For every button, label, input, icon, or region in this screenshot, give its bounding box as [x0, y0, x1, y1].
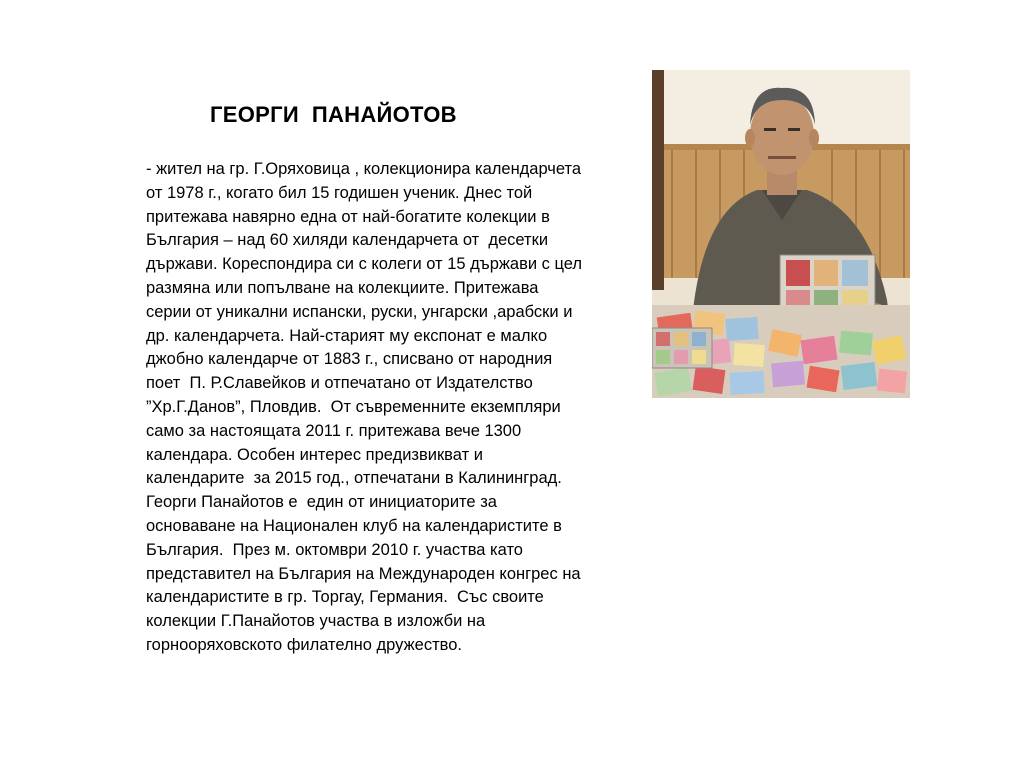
text-line: размяна или попълване на колекциите. Притежава — [146, 278, 539, 297]
text-line: серии от уникални испански, руски, унгарски ,арабски и — [146, 302, 573, 321]
text-line: колекции Г.Панайотов участва в изложби на — [146, 612, 486, 631]
text-line: притежава навярно една от най-богатите колекции в — [146, 207, 550, 226]
text-line: представител на България на Международен конгрес на — [146, 564, 581, 583]
text-line: календарите за 2015 год., отпечатани в Калининград. — [146, 469, 562, 488]
text-line: само за настоящата 2011 г. притежава вече 1300 — [146, 421, 522, 440]
text-line: календаристите в гр. Торгау, Германия. Със своите — [146, 588, 544, 607]
text-line: Георги Панайотов е един от инициаторите за — [146, 493, 497, 512]
text-line: др. календарчета. Най-старият му експонат е малко — [146, 326, 548, 345]
page-title: ГЕОРГИ ПАНАЙОТОВ — [210, 102, 457, 127]
text-line: от 1978 г., когато бил 15 годишен ученик. Днес той — [146, 183, 533, 202]
collector-photo — [652, 70, 910, 398]
text-line: джобно календарче от 1883 г., списвано от народния — [146, 350, 553, 369]
text-line: ”Хр.Г.Данов”, Пловдив. От съвременните екземпляри — [146, 397, 561, 416]
text-line: горнооряховското филателно дружество. — [146, 635, 462, 654]
text-line: - жител на гр. Г.Оряховица , колекционира календарчета — [146, 160, 582, 178]
biography-text — [146, 158, 636, 658]
text-line: България. През м. октомври 2010 г. участва като — [146, 540, 523, 559]
collector-photo-illustration — [652, 70, 910, 398]
text-line: България – над 60 хиляди календарчета от десетки — [146, 231, 549, 250]
text-line: календара. Особен интерес предизвикват и — [146, 445, 483, 464]
text-line: основаване на Национален клуб на календаристите в — [146, 516, 562, 535]
text-line: поет П. Р.Славейков и отпечатано от Издателство — [146, 374, 533, 393]
text-line: държави. Кореспондира си с колеги от 15 държави с цел — [146, 255, 583, 274]
